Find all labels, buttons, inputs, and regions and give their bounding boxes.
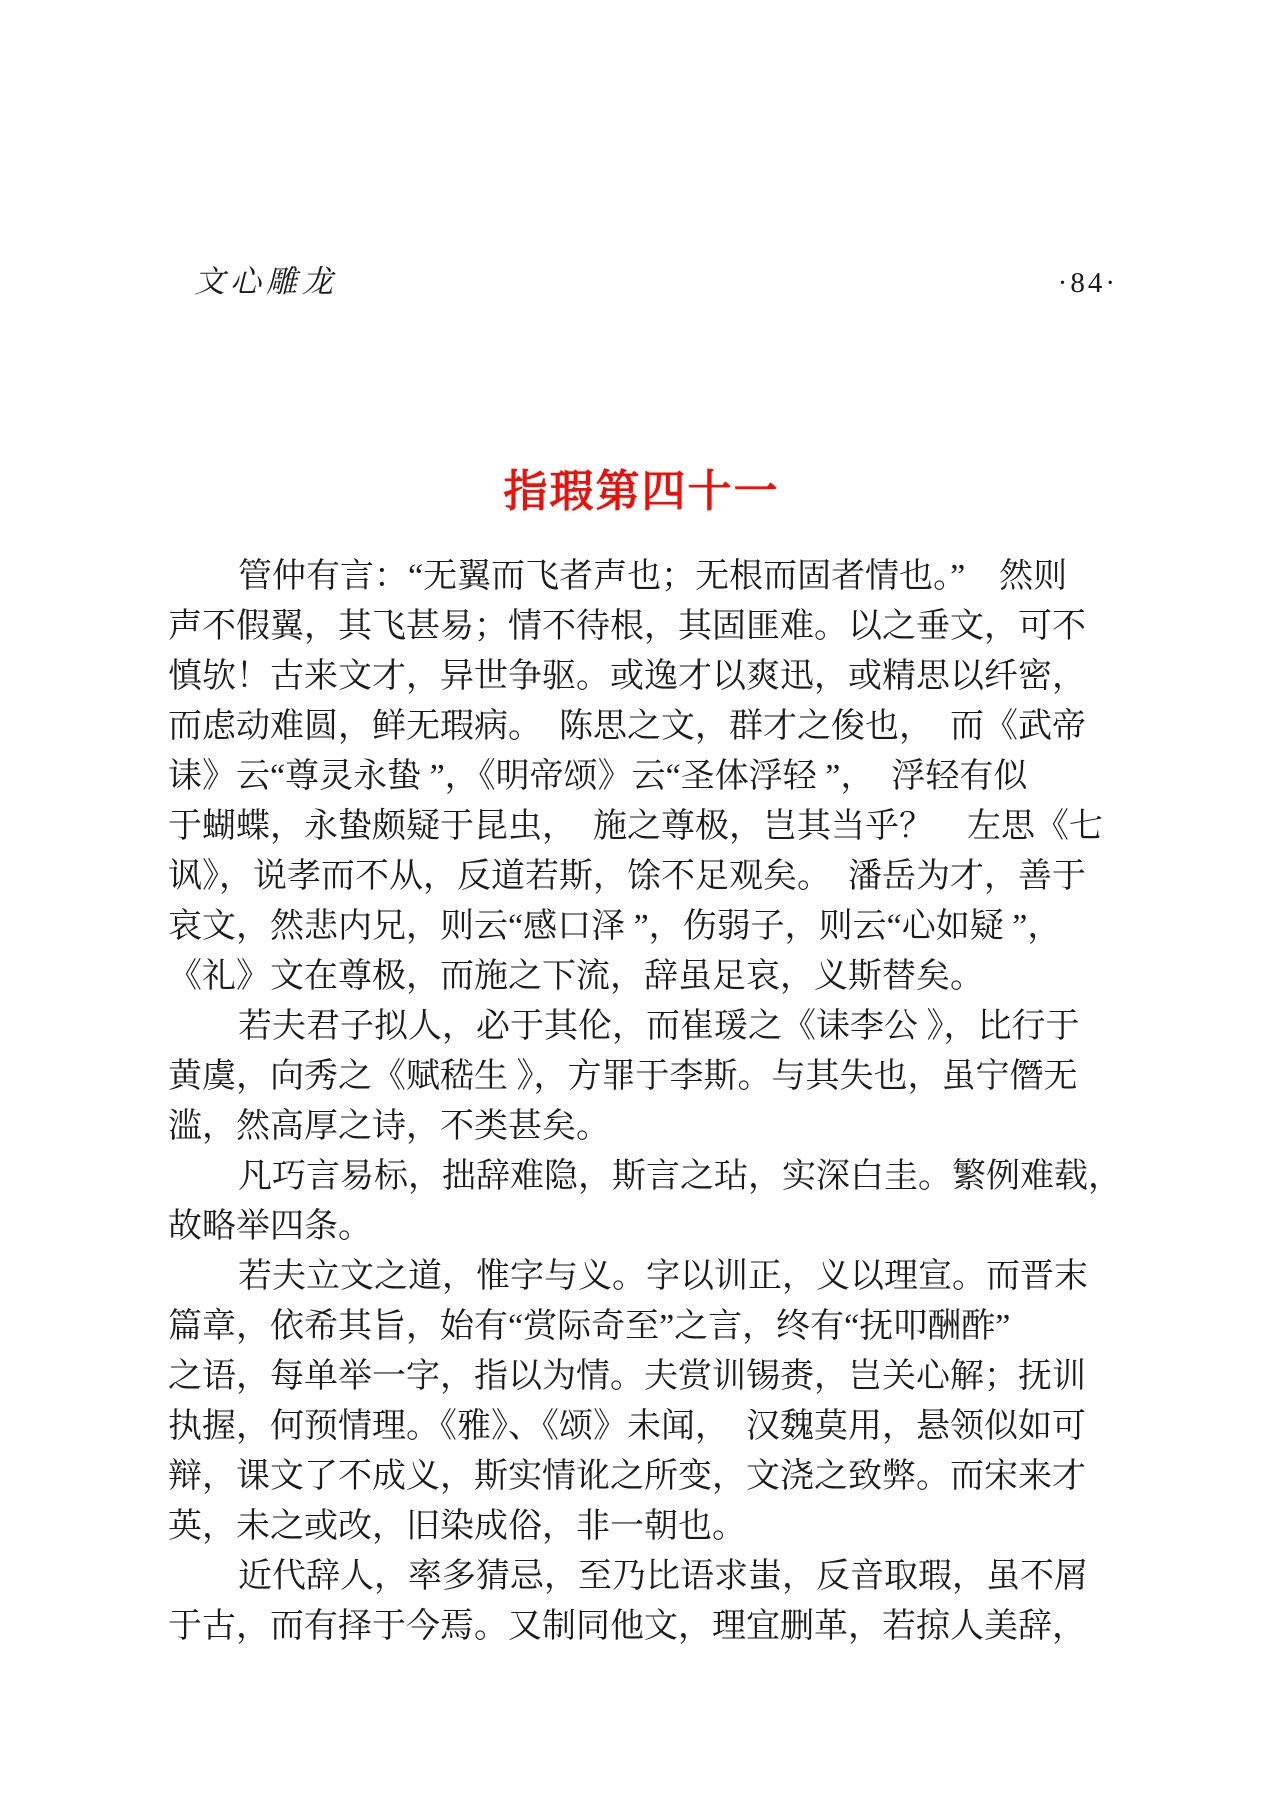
page-body bbox=[168, 552, 1122, 1652]
page-number: ·84· bbox=[1057, 267, 1118, 299]
text-line: 滥，然高厚之诗，不类甚矣。 bbox=[168, 1108, 610, 1145]
text-line: 执握，何预情理。《雅》、《颂》未闻， 汉魏莫用，悬领似如可 bbox=[168, 1408, 1086, 1445]
text-line: 黄虞，向秀之《赋嵇生 》，方罪于李斯。与其失也，虽宁僭无 bbox=[168, 1058, 1078, 1095]
book-title: 文心雕龙 bbox=[194, 264, 338, 299]
page-header bbox=[170, 256, 1118, 301]
text-line: 诔》云“尊灵永蛰 ”，《明帝颂》云“圣体浮轻 ”， 浮轻有似 bbox=[168, 758, 1028, 795]
text-line: 声不假翼，其飞甚易；情不待根，其固匪难。以之垂文，可不 bbox=[168, 608, 1086, 645]
text-line: 管仲有言：“无翼而飞者声也；无根而固者情也。” 然则 bbox=[238, 558, 1068, 595]
text-line: 而虑动难圆，鲜无瑕病。 陈思之文，群才之俊也， 而《武帝 bbox=[168, 708, 1086, 745]
text-line: 于蝴蝶，永蛰颇疑于昆虫， 施之尊极，岂其当乎？ 左思《七 bbox=[168, 808, 1103, 845]
text-line: 辩，课文了不成义，斯实情讹之所变，文浇之致弊。而宋来才 bbox=[168, 1458, 1086, 1495]
text-line: 英，未之或改，旧染成俗，非一朝也。 bbox=[168, 1508, 746, 1545]
text-line: 慎欤！古来文才，异世争驱。或逸才以爽迅，或精思以纤密， bbox=[168, 658, 1086, 695]
text-line: 《礼》文在尊极，而施之下流，辞虽足哀，义斯替矣。 bbox=[168, 958, 984, 995]
text-line: 凡巧言易标，拙辞难隐，斯言之玷，实深白圭。繁例难载， bbox=[238, 1158, 1122, 1195]
text-line: 于古，而有择于今焉。又制同他文，理宜删革，若掠人美辞， bbox=[168, 1608, 1086, 1645]
text-line: 近代辞人，率多猜忌，至乃比语求蚩，反音取瑕，虽不屑 bbox=[238, 1558, 1088, 1595]
text-line: 篇章，依希其旨，始有“赏际奇至”之言，终有“抚叩酬酢” bbox=[168, 1308, 1011, 1345]
chapter-title: 指瑕第四十一 bbox=[503, 467, 780, 516]
text-line: 若夫立文之道，惟字与义。字以训正，义以理宣。而晋末 bbox=[238, 1258, 1088, 1295]
text-line: 若夫君子拟人，必于其伦，而崔瑗之《诔李公 》，比行于 bbox=[238, 1008, 1080, 1045]
text-line: 故略举四条。 bbox=[168, 1208, 372, 1245]
text-line: 之语，每单举一字，指以为情。夫赏训锡赉，岂关心解；抚训 bbox=[168, 1358, 1086, 1395]
text-line: 哀文，然悲内兄，则云“感口泽 ”，伤弱子，则云“心如疑 ”， bbox=[168, 908, 1062, 945]
text-line: 讽》，说孝而不从，反道若斯，馀不足观矣。 潘岳为才，善于 bbox=[168, 858, 1086, 895]
